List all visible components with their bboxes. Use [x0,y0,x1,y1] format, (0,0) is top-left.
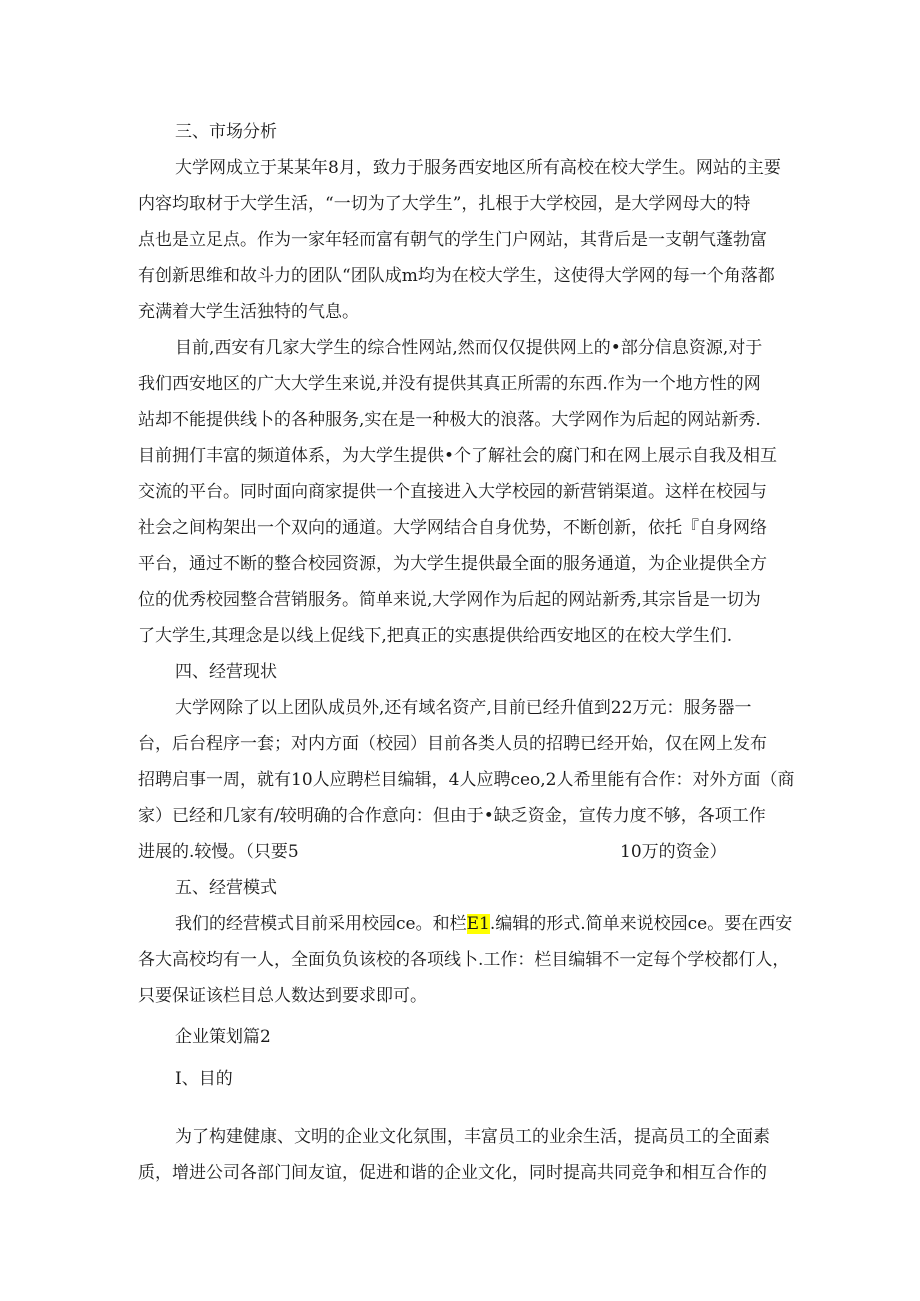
paragraph-line: 大学网除了以上团队成员外,还有域名资产,目前已经升值到22万元：服务器一 [175,698,752,718]
paragraph-line: 内容均取材于大学生活，“一切为了大学生”，扎根于大学校园，是大学网母大的特 [138,194,751,214]
paragraph-line-right: 10万的资金） [620,842,727,862]
text-run: .编辑的形式.简单来说校园ce。要在西安 [489,914,793,934]
paragraph-line: 点也是立足点。作为一家年轻而富有朝气的学生门户网站，其背后是一支朝气蓬勃富 [138,230,767,250]
section-heading-purpose: I、目的 [175,1069,233,1089]
paragraph-line: 招聘启事一周，就有10人应聘栏目编辑，4人应聘ceo,2人希里能有合作：对外方面（商 [138,770,795,790]
paragraph-line: 目前拥仃丰富的频道体系，为大学生提供•个了解社会的腐门和在网上展示自我及相互 [138,446,778,466]
paragraph-line [175,913,792,935]
paragraph-line: 平台，通过不断的整合校园资源，为大学生提供最全面的服务通道，为企业提供全方 [138,554,767,574]
paragraph-line: 各大高校均有一人，全面负负该校的各项线卜.工作：栏目编辑不一定每个学校都仃人， [138,950,790,970]
paragraph-line: 质，增进公司各部门间友谊，促进和谐的企业文化，同时提高共同竞争和相互合作的 [138,1163,767,1183]
highlighted-text: E1 [466,914,490,934]
paragraph-line: 有创新思维和故斗力的团队“团队成m均为在校大学生，这使得大学网的每一个角落都 [138,266,775,286]
paragraph-line: 了大学生,其理念是以线上促线下,把真正的实惠提供给西安地区的在校大学生们. [138,626,733,646]
paragraph-line: 台，后台程序一套；对内方面（校园）目前各类人员的招聘已经开始，仅在网上发布 [138,734,767,754]
paragraph-line: 站却不能提供线卜的各种服务,实在是一种极大的浪落。大学网作为后起的网站新秀. [138,410,761,430]
paragraph-line-left: 进展的.较慢。（只要5 [138,842,299,862]
paragraph-line: 为了构建健康、文明的企业文化氛围，丰富员工的业余生活，提高员工的全面素 [175,1127,770,1147]
paragraph-line: 家）已经和几家有/较明确的合作意向：但由于•缺乏资金，宣传力度不够，各项工作 [138,806,766,826]
section-heading-business-model: 五、经营模式 [175,878,277,898]
paragraph-line: 只要保证该栏目总人数达到要求即可。 [138,986,427,1006]
paragraph-line: 大学网成立于某某年8月，致力于服务西安地区所有高校在校大学生。网站的主要 [175,158,781,178]
article-title: 企业策划篇2 [175,1027,271,1047]
paragraph-line: 交流的平台。同时面向商家提供一个直接进入大学校园的新营销渠道。这样在校园与 [138,482,767,502]
paragraph-line: 社会之间构架出一个双向的通道。大学网结合自身优势，不断创新，依托『自身网络 [138,518,767,538]
section-heading-operating-status: 四、经营现状 [175,662,277,682]
paragraph-line: 位的优秀校园整合营销服务。简单来说,大学网作为后起的网站新秀,其宗旨是一切为 [138,590,761,610]
section-heading-market-analysis: 三、市场分析 [175,122,277,142]
paragraph-line: 目前,西安有几家大学生的综合性网站,然而仅仅提供网上的•部分信息资源,对于 [175,338,763,358]
paragraph-line: 充满着大学生活独特的气息。 [138,302,359,322]
paragraph-line: 我们西安地区的广大大学生来说,并没有提供其真正所需的东西.作为一个地方性的网 [138,374,761,394]
text-run: 我们的经营模式目前采用校园ce。和栏 [175,914,467,934]
